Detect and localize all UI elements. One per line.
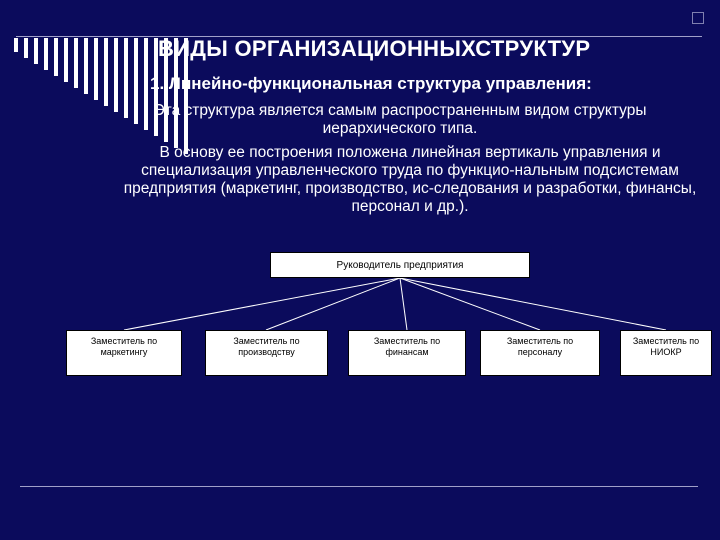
slide-subtitle: 1. Линейно-функциональная структура управления: (150, 74, 592, 93)
deputy-area: персоналу (517, 347, 563, 357)
deputy-title: Заместитель по (632, 336, 700, 346)
deputy-box-personnel (480, 330, 600, 376)
paragraph-2: В основу ее построения положена линейная вертикаль управления и специализация управленческого труда по функцио-нальным подсистемам предприятия (маркетинг, производство, ис-следования и разработки, финансы, персонал и др.). (123, 144, 697, 215)
deputy-area: НИОКР (650, 347, 682, 357)
deputy-title: Заместитель по (90, 336, 158, 346)
deputy-area: маркетингу (100, 347, 148, 357)
deputy-box-production (205, 330, 328, 376)
connector-line (400, 278, 407, 330)
deputy-area: производству (238, 347, 295, 357)
connector-line (124, 278, 400, 330)
bottom-divider (20, 486, 698, 487)
deputy-title: Заместитель по (373, 336, 441, 346)
connector-line (266, 278, 400, 330)
connector-line (400, 278, 666, 330)
deputy-title: Заместитель по (506, 336, 574, 346)
paragraph-1: Эта структура является самым распространенным видом структуры иерархического типа. (153, 102, 647, 137)
deputy-box-finance (348, 330, 466, 376)
deputy-area: финансам (385, 347, 429, 357)
slide-title: ВИДЫ ОРГАНИЗАЦИОННЫХСТРУКТУР (158, 36, 591, 61)
deputy-title: Заместитель по (233, 336, 300, 346)
deputy-box-rnd (620, 330, 712, 376)
head-box: Руководитель предприятия (270, 252, 530, 278)
deputy-box-marketing (66, 330, 182, 376)
connector-line (400, 278, 540, 330)
